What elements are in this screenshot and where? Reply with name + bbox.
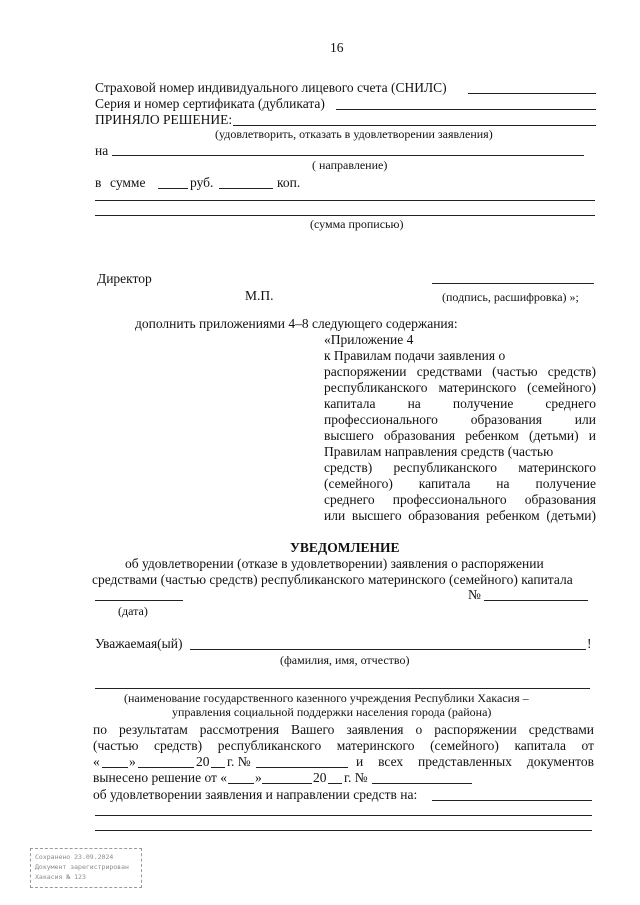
purpose-line-3[interactable] xyxy=(95,830,592,831)
app-number-field[interactable] xyxy=(256,767,348,768)
body-line-1: по результатам рассмотрения Вашего заявления о распоряжении средствами xyxy=(93,722,594,737)
body-quote-open: « xyxy=(93,754,100,769)
notice-subtitle-2: средствами (частью средств) республиканского материнского (семейного) капитала xyxy=(92,572,573,587)
dec-day-field[interactable] xyxy=(228,783,254,784)
certificate-label: Серия и номер сертификата (дубликата) xyxy=(95,96,325,111)
kop-label: коп. xyxy=(277,175,301,190)
sum-kop-field[interactable] xyxy=(219,188,273,189)
snils-field[interactable] xyxy=(468,93,596,94)
signature-hint: (подпись, расшифровка) »; xyxy=(442,290,579,304)
dear-label: Уважаемая(ый) xyxy=(95,636,183,651)
notice-number-field[interactable] xyxy=(484,600,588,601)
body-line-3-end: и всех представленных документов xyxy=(356,754,594,769)
decision-label: ПРИНЯЛО РЕШЕНИЕ: xyxy=(95,112,233,127)
purpose-line-2[interactable] xyxy=(95,815,592,816)
dec-year-prefix: 20 xyxy=(313,770,327,785)
date-hint: (дата) xyxy=(118,604,148,618)
na-label: на xyxy=(95,143,109,158)
direction-field[interactable] xyxy=(112,155,584,156)
sum-words-line-1[interactable] xyxy=(95,200,595,201)
decision-hint: (удовлетворить, отказать в удовлетворении заявления) xyxy=(215,127,493,141)
appendix-line: к Правилам подачи заявления о xyxy=(324,348,506,363)
appendix-line: (семейного) капитала на получение xyxy=(324,476,596,491)
notice-number-sign: № xyxy=(468,587,481,602)
decision-date-label: вынесено решение от « xyxy=(93,770,228,785)
rub-label: руб. xyxy=(190,175,214,190)
snils-label: Страховой номер индивидуального лицевого счета (СНИЛС) xyxy=(95,80,447,95)
appendix-line: высшего образования ребенком (детьми) и xyxy=(324,428,596,443)
director-label: Директор xyxy=(97,271,152,286)
body-line-5: об удовлетворении заявления и направлении средств на: xyxy=(93,787,418,802)
institution-hint-1: (наименование государственного казенного учреждения Республики Хакасия – xyxy=(124,691,529,705)
dec-quote-close: » xyxy=(255,770,262,785)
sum-prefix: в xyxy=(95,175,102,190)
mp-label: М.П. xyxy=(245,288,274,303)
dec-year-field[interactable] xyxy=(328,783,342,784)
sum-word: сумме xyxy=(110,175,146,190)
page-number: 16 xyxy=(330,40,344,55)
app-month-field[interactable] xyxy=(138,767,194,768)
appendix-line: или высшего образования ребенком (детьми) xyxy=(324,508,596,523)
certificate-field[interactable] xyxy=(336,109,596,110)
purpose-field[interactable] xyxy=(432,800,592,801)
body-line-2: (частью средств) республиканского материнского (семейного) капитала от xyxy=(93,738,594,753)
appendix-title: «Приложение 4 xyxy=(324,332,414,347)
fio-field[interactable] xyxy=(190,649,586,650)
fio-hint: (фамилия, имя, отчество) xyxy=(280,653,410,667)
body-quote-close: » xyxy=(129,754,136,769)
institution-field[interactable] xyxy=(95,688,590,689)
appendix-line: среднего профессионального образования xyxy=(324,492,596,507)
signature-field[interactable] xyxy=(432,283,594,284)
appendix-line: распоряжении средствами (частью средств) xyxy=(324,364,596,379)
institution-hint-2: управления социальной поддержки населения города (района) xyxy=(172,705,492,719)
app-year-prefix: 20 xyxy=(196,754,210,769)
dec-month-field[interactable] xyxy=(262,783,312,784)
app-number-label: г. № xyxy=(227,754,251,769)
notice-title: УВЕДОМЛЕНИЕ xyxy=(290,540,400,555)
sum-words-hint: (сумма прописью) xyxy=(310,217,404,231)
app-day-field[interactable] xyxy=(102,767,128,768)
stamp-line: Документ зарегистрирован xyxy=(35,863,129,871)
dec-number-field[interactable] xyxy=(372,783,472,784)
dec-number-label: г. № xyxy=(344,770,368,785)
appendix-line: средств) республиканского материнского xyxy=(324,460,596,475)
amendment-text: дополнить приложениями 4–8 следующего содержания: xyxy=(135,316,458,331)
stamp-line: Сохранено 23.09.2024 xyxy=(35,853,114,861)
notice-subtitle-1: об удовлетворении (отказе в удовлетворении) заявления о распоряжении xyxy=(125,556,544,571)
direction-hint: ( направление) xyxy=(312,158,388,172)
sum-rub-field[interactable] xyxy=(158,188,188,189)
appendix-line: капитала на получение среднего xyxy=(324,396,596,411)
app-year-field[interactable] xyxy=(211,767,225,768)
appendix-line: республиканского материнского (семейного) xyxy=(324,380,596,395)
appendix-line: профессионального образования или xyxy=(324,412,596,427)
registration-stamp xyxy=(30,848,142,888)
date-field[interactable] xyxy=(95,600,183,601)
stamp-line: Хакасия № 123 xyxy=(35,873,86,881)
dear-excl: ! xyxy=(587,636,592,651)
appendix-line: Правилам направления средств (частью xyxy=(324,444,554,459)
